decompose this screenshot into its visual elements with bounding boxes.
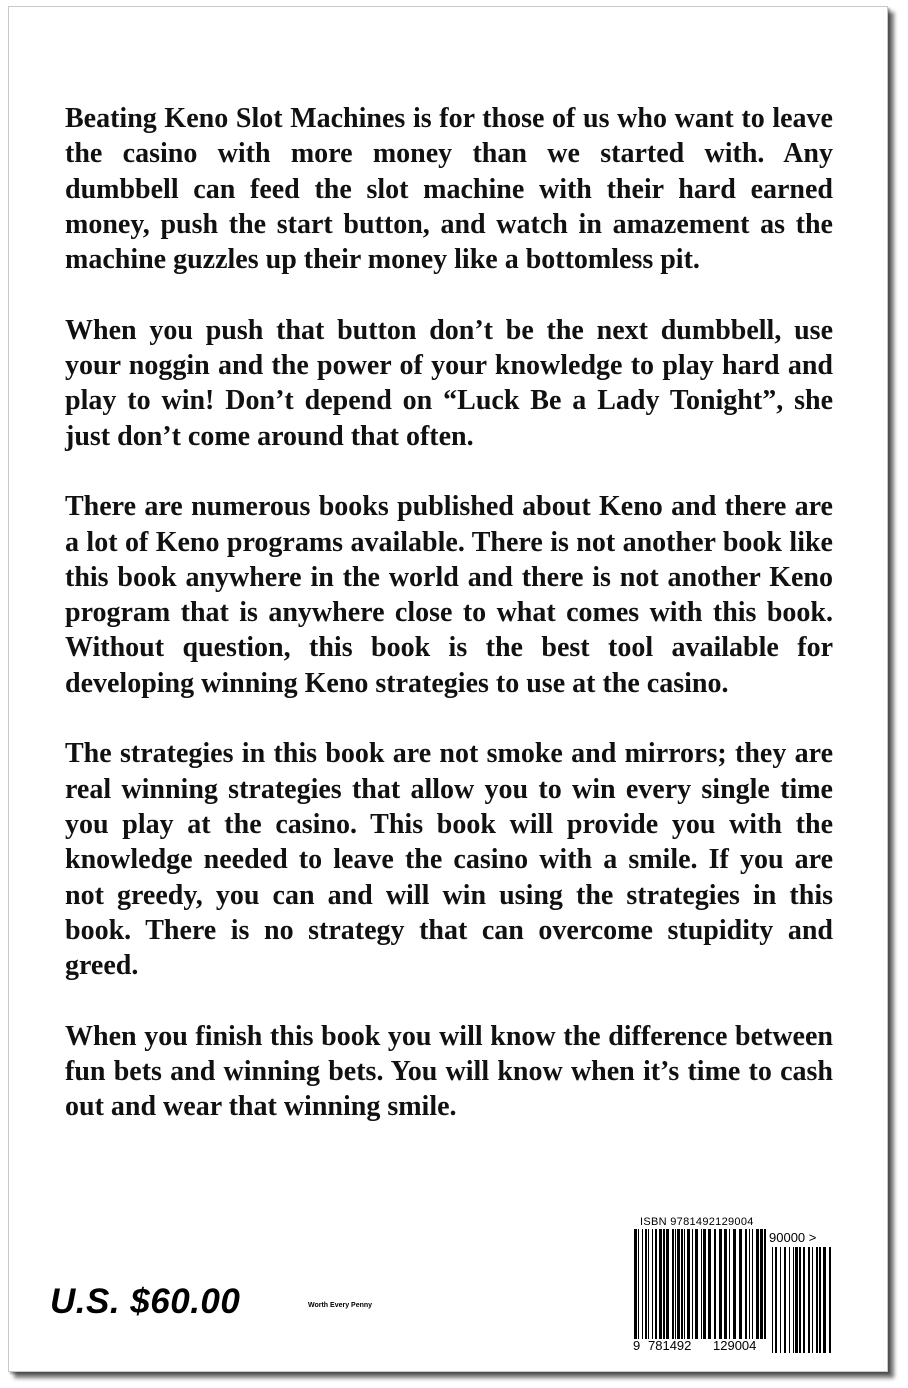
barcode-addon-bar <box>808 1247 810 1353</box>
barcode-bar <box>684 1229 685 1339</box>
barcode-addon-bar <box>803 1247 805 1353</box>
blurb-text <box>65 101 833 1160</box>
barcode-bar <box>681 1229 683 1339</box>
barcode-addon-bar <box>812 1247 813 1353</box>
barcode-bar <box>634 1229 637 1339</box>
isbn-digits-last: 129004 <box>713 1338 757 1353</box>
book-back-cover <box>8 6 888 1372</box>
barcode-addon-bar <box>775 1247 777 1353</box>
barcode <box>630 1229 835 1353</box>
barcode-bar <box>675 1229 676 1339</box>
barcode-bar <box>739 1229 742 1339</box>
isbn-label: ISBN 9781492129004 <box>640 1216 754 1228</box>
barcode-addon-bar <box>816 1247 818 1353</box>
barcode-bar <box>703 1229 706 1339</box>
barcode-bar <box>764 1229 766 1339</box>
barcode-bar <box>692 1229 693 1339</box>
barcode-bar <box>695 1229 698 1339</box>
barcode-addon-bar <box>795 1247 798 1353</box>
price-label: U.S. $60.00 <box>50 1282 241 1321</box>
barcode-bar <box>745 1229 747 1339</box>
barcode-bar <box>652 1229 653 1339</box>
paragraph-3: There are numerous books published about Keno and there are a lot of Keno programs available. There is not another book like this book anywhere in the world and there is not another Keno program that is anywhere close to what comes with this book. Without question, this book is the best tool available for developing winning Keno strategies to use at the casino. <box>65 491 833 699</box>
barcode-graphic <box>630 1229 835 1353</box>
barcode-addon-bar <box>772 1247 773 1353</box>
barcode-bar <box>663 1229 665 1339</box>
barcode-bar <box>729 1229 730 1339</box>
barcode-addon-bar <box>799 1247 801 1353</box>
barcode-addon-bar <box>823 1247 826 1353</box>
barcode-bar <box>672 1229 674 1339</box>
barcode-addon-bar <box>793 1247 794 1353</box>
barcode-bar <box>645 1229 647 1339</box>
barcode-bar <box>677 1229 680 1339</box>
barcode-bar <box>708 1229 711 1339</box>
barcode-bar <box>659 1229 662 1339</box>
barcode-addon-bar <box>789 1247 790 1353</box>
barcode-addon-bar <box>819 1247 821 1353</box>
barcode-bar <box>760 1229 763 1339</box>
barcode-bar <box>701 1229 702 1339</box>
tagline: Worth Every Penny <box>308 1302 373 1309</box>
barcode-addon-bar <box>780 1247 781 1353</box>
paragraph-5: When you finish this book you will know the difference between fun bets and winning bets. You will know when it’s time to cash out and wear that winning smile. <box>65 1020 833 1123</box>
barcode-bar <box>719 1229 722 1339</box>
paragraph-1: Beating Keno Slot Machines is for those of us who want to leave the casino with more money than we started with. Any dumbbell can feed the slot machine with their hard earned money, push the start button, and watch in amazement as the machine guzzles up their money like a bottomless pit. <box>65 103 833 276</box>
barcode-bar <box>648 1229 649 1339</box>
isbn-digits-middle: 781492 <box>648 1338 692 1353</box>
price-code: 90000 > <box>769 1230 817 1245</box>
isbn-digit-first: 9 <box>633 1338 641 1353</box>
barcode-bar <box>687 1229 690 1339</box>
barcode-addon-bar <box>784 1247 786 1353</box>
barcode-bar <box>642 1229 643 1339</box>
barcode-bar <box>752 1229 753 1339</box>
barcode-bar <box>655 1229 657 1339</box>
barcode-bar <box>714 1229 716 1339</box>
barcode-bar <box>724 1229 727 1339</box>
barcode-bar <box>733 1229 736 1339</box>
barcode-addon-bar <box>829 1247 831 1353</box>
paragraph-4: The strategies in this book are not smoke and mirrors; they are real winning strategies that allow you to win every single time you play at the casino. This book will provide you with the knowledge needed to leave the casino with a smile. If you are not greedy, you can and will win using the strategies in this book. There is no strategy that can overcome stupidity and greed. <box>65 738 833 982</box>
paragraph-2: When you push that button don’t be the next dumbbell, use your noggin and the power of your knowledge to play hard and play to win! Don’t depend on “Luck Be a Lady Tonight”, she just don’t come around that often. <box>65 314 833 452</box>
barcode-bar <box>638 1229 639 1339</box>
barcode-bar <box>756 1229 759 1339</box>
barcode-bar <box>749 1229 750 1339</box>
barcode-bar <box>666 1229 669 1339</box>
